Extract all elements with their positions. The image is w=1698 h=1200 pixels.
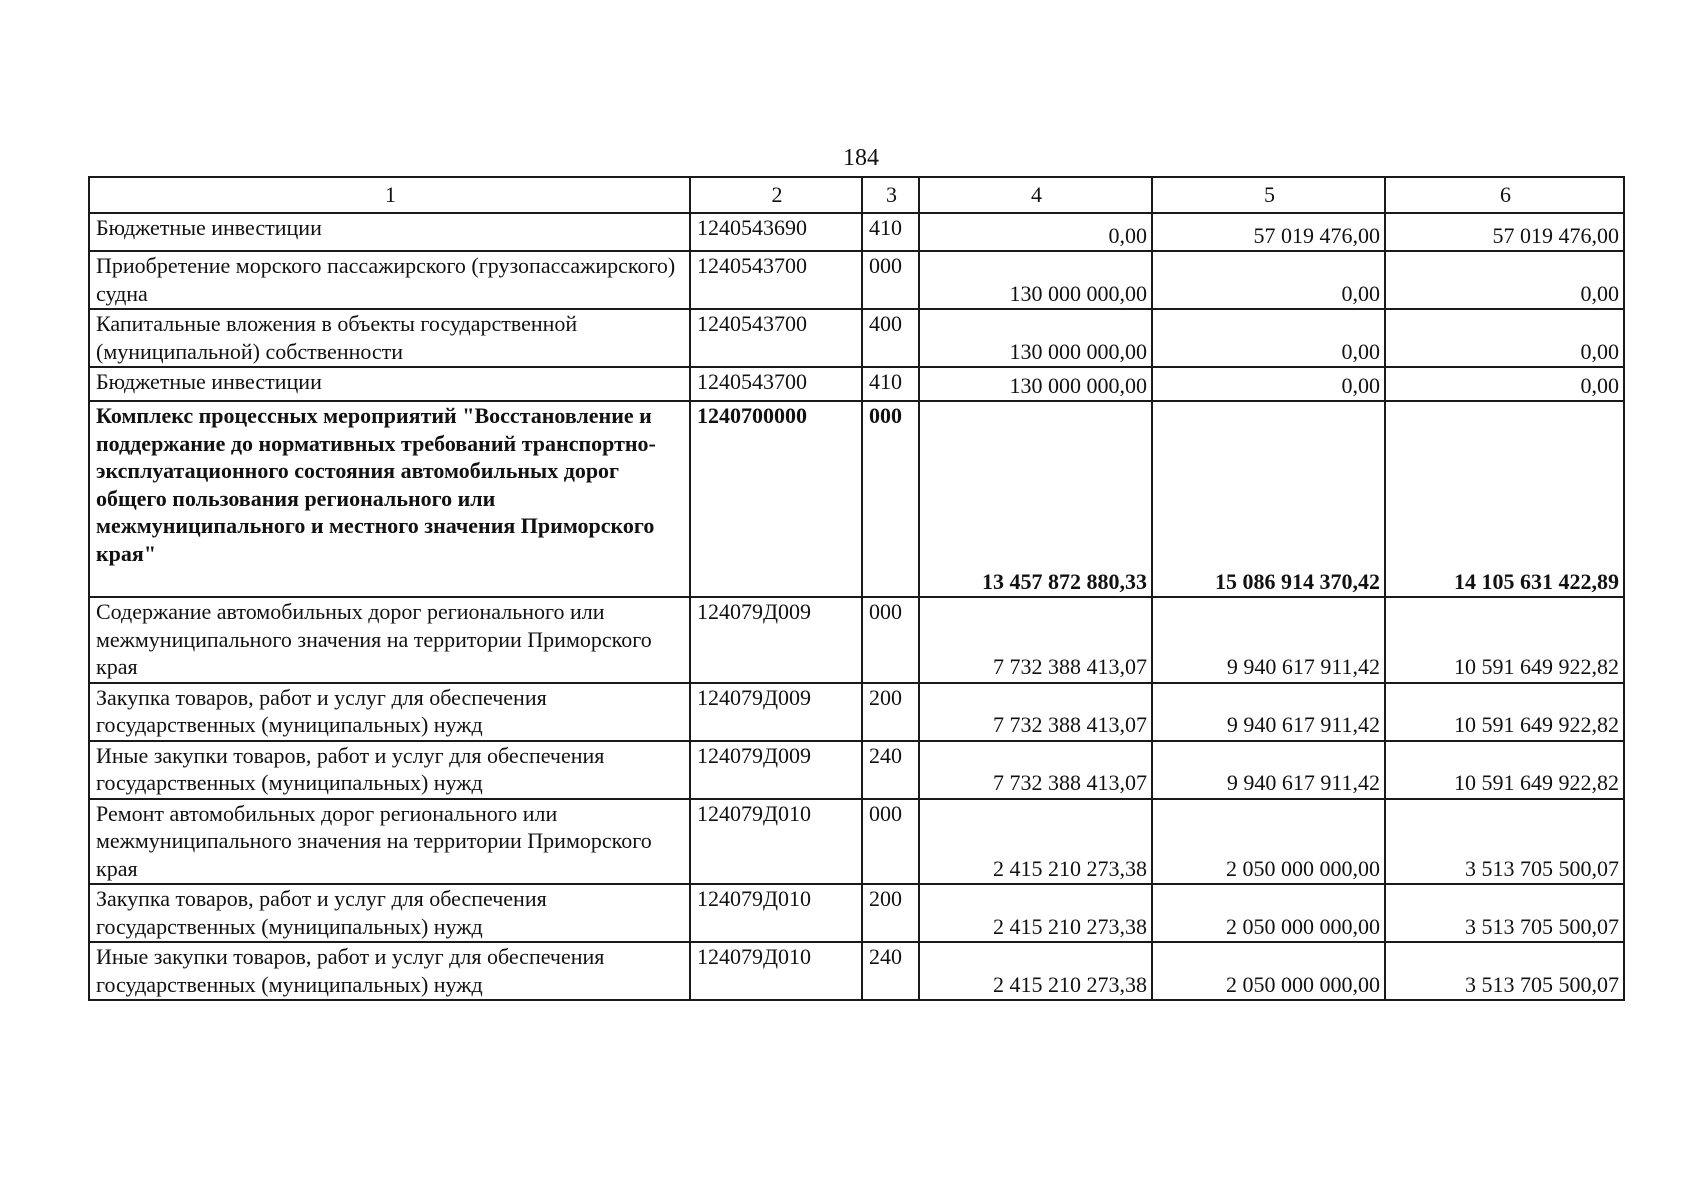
row-value-col6: 57 019 476,00 (1385, 213, 1624, 251)
row-target-code: 124079Д010 (690, 799, 862, 885)
row-expense-type: 400 (862, 309, 919, 367)
row-value-col4: 130 000 000,00 (919, 309, 1152, 367)
table-row (89, 367, 1624, 401)
row-target-code: 1240543700 (690, 367, 862, 401)
row-target-code: 1240543700 (690, 251, 862, 309)
row-name: Капитальные вложения в объекты государственной (муниципальной) собственности (89, 309, 690, 367)
row-value-col4: 2 415 210 273,38 (919, 942, 1152, 1000)
header-col-4: 4 (919, 177, 1152, 213)
row-value-col6: 3 513 705 500,07 (1385, 799, 1624, 885)
row-value-col4: 130 000 000,00 (919, 367, 1152, 401)
budget-table (88, 176, 1625, 1001)
row-value-col4: 7 732 388 413,07 (919, 741, 1152, 799)
table-row (89, 942, 1624, 1000)
row-value-col6: 10 591 649 922,82 (1385, 597, 1624, 683)
row-value-col5: 9 940 617 911,42 (1152, 683, 1385, 741)
row-expense-type: 000 (862, 401, 919, 597)
table-row (89, 683, 1624, 741)
header-col-1: 1 (89, 177, 690, 213)
row-target-code: 124079Д010 (690, 942, 862, 1000)
row-value-col6: 10 591 649 922,82 (1385, 741, 1624, 799)
row-target-code: 124079Д010 (690, 884, 862, 942)
row-value-col6: 10 591 649 922,82 (1385, 683, 1624, 741)
row-value-col4: 2 415 210 273,38 (919, 884, 1152, 942)
row-value-col5: 2 050 000 000,00 (1152, 942, 1385, 1000)
row-name: Бюджетные инвестиции (89, 367, 690, 401)
row-expense-type: 240 (862, 942, 919, 1000)
row-expense-type: 240 (862, 741, 919, 799)
row-target-code: 124079Д009 (690, 597, 862, 683)
page-number: 184 (843, 145, 879, 171)
header-col-3: 3 (862, 177, 919, 213)
row-name: Закупка товаров, работ и услуг для обеспечения государственных (муниципальных) нужд (89, 683, 690, 741)
table-row (89, 213, 1624, 251)
row-target-code: 1240543690 (690, 213, 862, 251)
row-value-col4: 7 732 388 413,07 (919, 683, 1152, 741)
row-value-col5: 0,00 (1152, 251, 1385, 309)
table-header (89, 177, 1624, 213)
row-value-col4: 2 415 210 273,38 (919, 799, 1152, 885)
header-col-2: 2 (690, 177, 862, 213)
row-expense-type: 410 (862, 213, 919, 251)
row-value-col4: 13 457 872 880,33 (919, 401, 1152, 597)
row-value-col6: 0,00 (1385, 251, 1624, 309)
row-name: Иные закупки товаров, работ и услуг для обеспечения государственных (муниципальных) нужд (89, 942, 690, 1000)
row-value-col5: 0,00 (1152, 309, 1385, 367)
row-expense-type: 000 (862, 251, 919, 309)
row-target-code: 124079Д009 (690, 741, 862, 799)
row-value-col5: 2 050 000 000,00 (1152, 799, 1385, 885)
row-expense-type: 200 (862, 683, 919, 741)
row-target-code: 1240543700 (690, 309, 862, 367)
table-row (89, 884, 1624, 942)
row-target-code: 124079Д009 (690, 683, 862, 741)
row-value-col6: 3 513 705 500,07 (1385, 942, 1624, 1000)
header-col-6: 6 (1385, 177, 1624, 213)
row-value-col6: 0,00 (1385, 367, 1624, 401)
row-value-col4: 0,00 (919, 213, 1152, 251)
row-value-col5: 9 940 617 911,42 (1152, 597, 1385, 683)
row-name: Иные закупки товаров, работ и услуг для обеспечения государственных (муниципальных) нужд (89, 741, 690, 799)
row-name: Закупка товаров, работ и услуг для обеспечения государственных (муниципальных) нужд (89, 884, 690, 942)
table-row (89, 597, 1624, 683)
row-value-col5: 15 086 914 370,42 (1152, 401, 1385, 597)
row-name: Содержание автомобильных дорог регионального или межмуниципального значения на территории Приморского края (89, 597, 690, 683)
row-value-col4: 7 732 388 413,07 (919, 597, 1152, 683)
row-name: Ремонт автомобильных дорог регионального или межмуниципального значения на территории Приморского края (89, 799, 690, 885)
row-expense-type: 000 (862, 799, 919, 885)
table-row (89, 401, 1624, 597)
table-row (89, 799, 1624, 885)
row-name: Комплекс процессных мероприятий "Восстановление и поддержание до нормативных требований транспортно-эксплуатационного состояния автомобильных дорог общего пользования регионального или межмуниципального и местного значения Приморского края" (89, 401, 690, 597)
row-value-col5: 0,00 (1152, 367, 1385, 401)
row-expense-type: 000 (862, 597, 919, 683)
table-row (89, 741, 1624, 799)
row-value-col4: 130 000 000,00 (919, 251, 1152, 309)
row-value-col5: 9 940 617 911,42 (1152, 741, 1385, 799)
row-value-col6: 14 105 631 422,89 (1385, 401, 1624, 597)
header-col-5: 5 (1152, 177, 1385, 213)
table-body (89, 213, 1624, 1000)
row-expense-type: 200 (862, 884, 919, 942)
row-name: Приобретение морского пассажирского (грузопассажирского) судна (89, 251, 690, 309)
header-row (89, 177, 1624, 213)
row-value-col5: 57 019 476,00 (1152, 213, 1385, 251)
row-expense-type: 410 (862, 367, 919, 401)
table-row (89, 251, 1624, 309)
row-value-col6: 0,00 (1385, 309, 1624, 367)
row-value-col5: 2 050 000 000,00 (1152, 884, 1385, 942)
row-value-col6: 3 513 705 500,07 (1385, 884, 1624, 942)
row-target-code: 1240700000 (690, 401, 862, 597)
row-name: Бюджетные инвестиции (89, 213, 690, 251)
table-row (89, 309, 1624, 367)
